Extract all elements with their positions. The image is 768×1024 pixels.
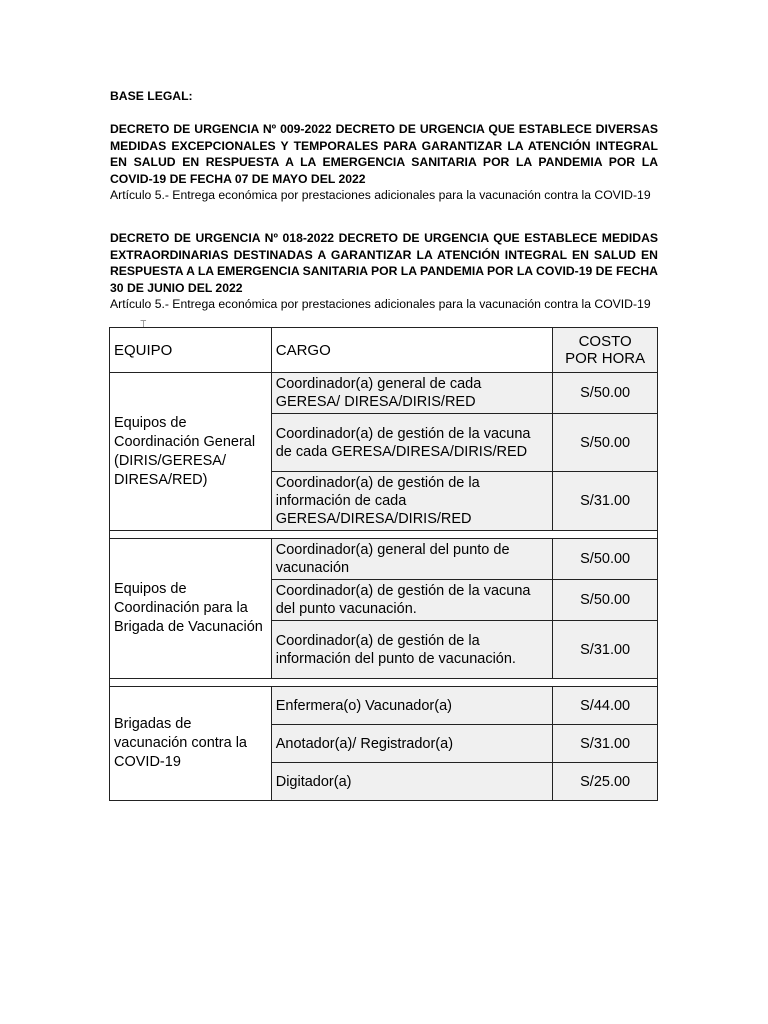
- table-divider: [110, 679, 658, 687]
- table-cell-costo: S/50.00: [553, 373, 658, 414]
- table-cell-costo: S/50.00: [553, 539, 658, 580]
- header-costo-line1: COSTO: [578, 333, 632, 350]
- header-equipo: EQUIPO: [110, 328, 272, 373]
- table-row: [110, 539, 658, 580]
- decree-title-2: DECRETO DE URGENCIA Nº 018-2022 DECRETO DE URGENCIA QUE ESTABLECE MEDIDAS EXTRAORDINARIAS DESTINADAS A GARANTIZAR LA ATENCIÓN INTEGRAL EN SALUD EN RESPUESTA A LA EMERGENCIA SANITARIA POR LA PANDEMIA POR LA COVID-19 DE FECHA 30 DE JUNIO DEL 2022: [110, 231, 658, 295]
- table-row: [110, 373, 658, 414]
- section-heading: BASE LEGAL:: [110, 89, 193, 103]
- table-cell-cargo: Enfermera(o) Vacunador(a): [271, 687, 553, 725]
- table-row: [110, 687, 658, 725]
- table-cell-cargo: Coordinador(a) de gestión de la información del punto de vacunación.: [271, 621, 553, 679]
- text-cursor-icon: ⌶: [140, 318, 147, 331]
- table-cell-costo: S/31.00: [553, 621, 658, 679]
- decree-block-1: [110, 121, 658, 204]
- table-cell-costo: S/31.00: [553, 472, 658, 531]
- table-cell-cargo: Coordinador(a) de gestión de la vacuna del punto vacunación.: [271, 580, 553, 621]
- table-header-row: [110, 328, 658, 373]
- group-3-equipo: Brigadas de vacunación contra la COVID-19: [110, 687, 272, 801]
- table-cell-cargo: Coordinador(a) general del punto de vacunación: [271, 539, 553, 580]
- decree-article-2: Artículo 5.- Entrega económica por prestaciones adicionales para la vacunación contra la COVID-19: [110, 297, 651, 311]
- decree-article-1: Artículo 5.- Entrega económica por prestaciones adicionales para la vacunación contra la COVID-19: [110, 188, 651, 202]
- decree-title-1: DECRETO DE URGENCIA Nº 009-2022 DECRETO DE URGENCIA QUE ESTABLECE DIVERSAS MEDIDAS EXCEPCIONALES Y TEMPORALES PARA GARANTIZAR LA ATENCIÓN INTEGRAL EN SALUD EN RESPUESTA A LA EMERGENCIA SANITARIA POR LA PANDEMIA POR LA COVID-19 DE FECHA 07 DE MAYO DEL 2022: [110, 122, 658, 186]
- group-1-equipo: Equipos de Coordinación General (DIRIS/GERESA/ DIRESA/RED): [110, 373, 272, 531]
- cost-table: [109, 327, 658, 801]
- header-cargo: CARGO: [271, 328, 553, 373]
- decree-block-2: [110, 230, 658, 313]
- table-cell-cargo: Coordinador(a) general de cada GERESA/ DIRESA/DIRIS/RED: [271, 373, 553, 414]
- table-cell-cargo: Anotador(a)/ Registrador(a): [271, 725, 553, 763]
- table-cell-costo: S/50.00: [553, 414, 658, 472]
- table-cell-cargo: Coordinador(a) de gestión de la vacuna de cada GERESA/DIRESA/DIRIS/RED: [271, 414, 553, 472]
- table-cell-cargo: Digitador(a): [271, 763, 553, 801]
- table-cell-costo: S/25.00: [553, 763, 658, 801]
- table-cell-costo: S/44.00: [553, 687, 658, 725]
- table-cell-costo: S/50.00: [553, 580, 658, 621]
- header-costo: [553, 328, 658, 373]
- group-2-equipo: Equipos de Coordinación para la Brigada de Vacunación: [110, 539, 272, 679]
- header-costo-line2: POR HORA: [565, 350, 646, 367]
- table-divider: [110, 531, 658, 539]
- table-cell-costo: S/31.00: [553, 725, 658, 763]
- table-cell-cargo: Coordinador(a) de gestión de la información de cada GERESA/DIRESA/DIRIS/RED: [271, 472, 553, 531]
